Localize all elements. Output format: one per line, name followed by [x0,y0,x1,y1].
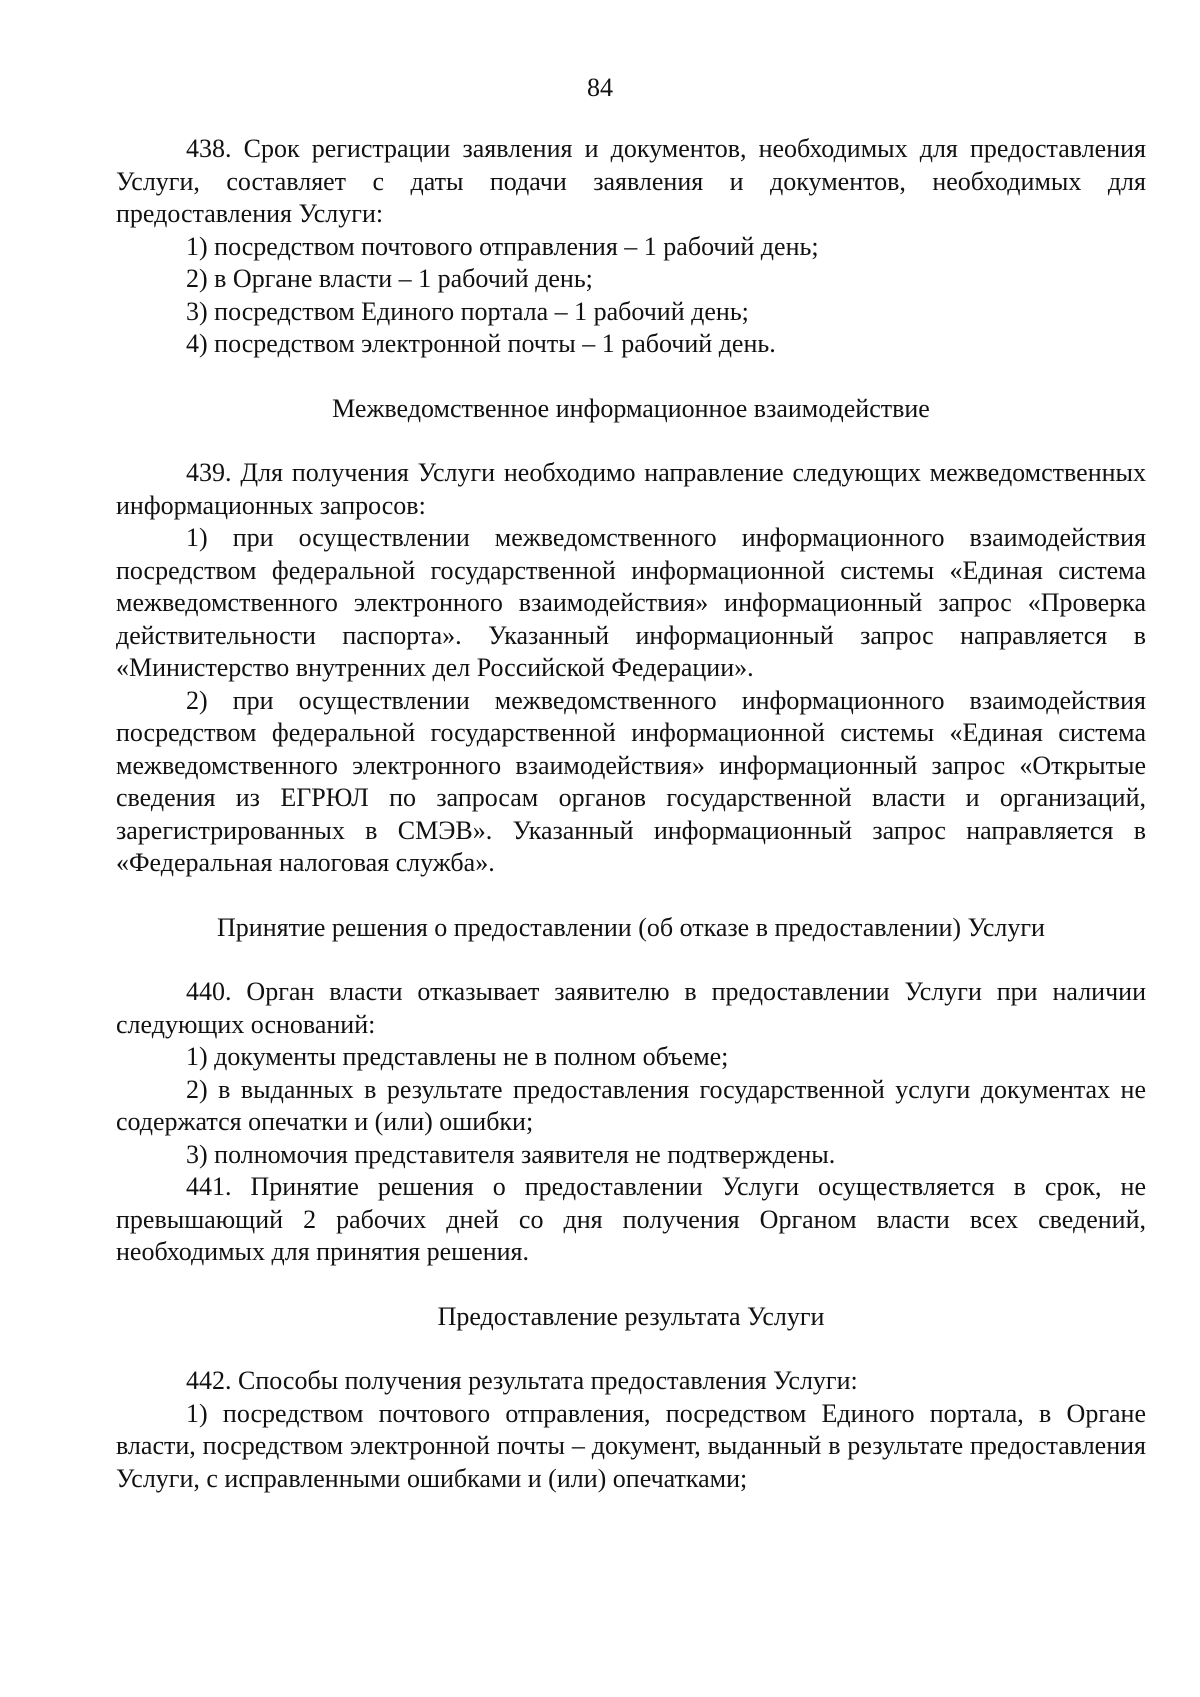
section-heading-decision: Принятие решения о предоставлении (об отказе в предоставлении) Услуги [217,912,1045,942]
section-heading-result: Предоставление результата Услуги [437,1301,825,1331]
list-item-440-2: 2) в выданных в результате предоставления государственной услуги документах не содержатся опечатки и (или) ошибки; [116,1074,1146,1136]
list-item-438-3: 3) посредством Единого портала – 1 рабочий день; [186,296,749,326]
list-item-442-1: 1) посредством почтового отправления, посредством Единого портала, в Органе власти, посредством электронной почты – документ, выданный в результате предоставления Услуги, с исправленными ошибками и (или) опечатками; [116,1398,1146,1493]
paragraph-442: 442. Способы получения результата предоставления Услуги: [186,1366,858,1395]
list-item-438-2: 2) в Органе власти – 1 рабочий день; [186,264,593,293]
list-item-439-1: 1) при осуществлении межведомственного информационного взаимодействия посредством федеральной государственной информационной системы «Единая система межведомственного электронного взаимодействия» информационный запрос «Проверка действительности паспорта». Указанный информационный запрос направляется в «Министерство внутренних дел Российской Федерации». [116,523,1146,682]
paragraph-440: 440. Орган власти отказывает заявителю в предоставлении Услуги при наличии следующих оснований: [116,977,1146,1039]
document-body [116,133,1146,1495]
list-item-438-1: 1) посредством почтового отправления – 1 рабочий день; [186,231,819,261]
paragraph-439: 439. Для получения Услуги необходимо направление следующих межведомственных информационных запросов: [116,458,1146,520]
list-item-440-3: 3) полномочия представителя заявителя не подтверждены. [186,1139,836,1169]
list-item-438-4: 4) посредством электронной почты – 1 рабочий день. [186,329,776,358]
paragraph-441: 441. Принятие решения о предоставлении Услуги осуществляется в срок, не превышающий 2 рабочих дней со дня получения Органом власти всех сведений, необходимых для принятия решения. [116,1172,1146,1266]
page-number: 84 [587,73,613,102]
section-heading-interagency: Межведомственное информационное взаимодействие [332,393,930,423]
paragraph-438: 438. Срок регистрации заявления и документов, необходимых для предоставления Услуги, составляет с даты подачи заявления и документов, необходимых для предоставления Услуги: [116,134,1146,228]
list-item-439-2: 2) при осуществлении межведомственного информационного взаимодействия посредством федеральной государственной информационной системы «Единая система межведомственного электронного взаимодействия» информационный запрос «Открытые сведения из ЕГРЮЛ по запросам органов государственной власти и организаций, зарегистрированных в СМЭВ». Указанный информационный запрос направляется в «Федеральная налоговая служба». [116,685,1146,877]
list-item-440-1: 1) документы представлены не в полном объеме; [186,1042,729,1071]
